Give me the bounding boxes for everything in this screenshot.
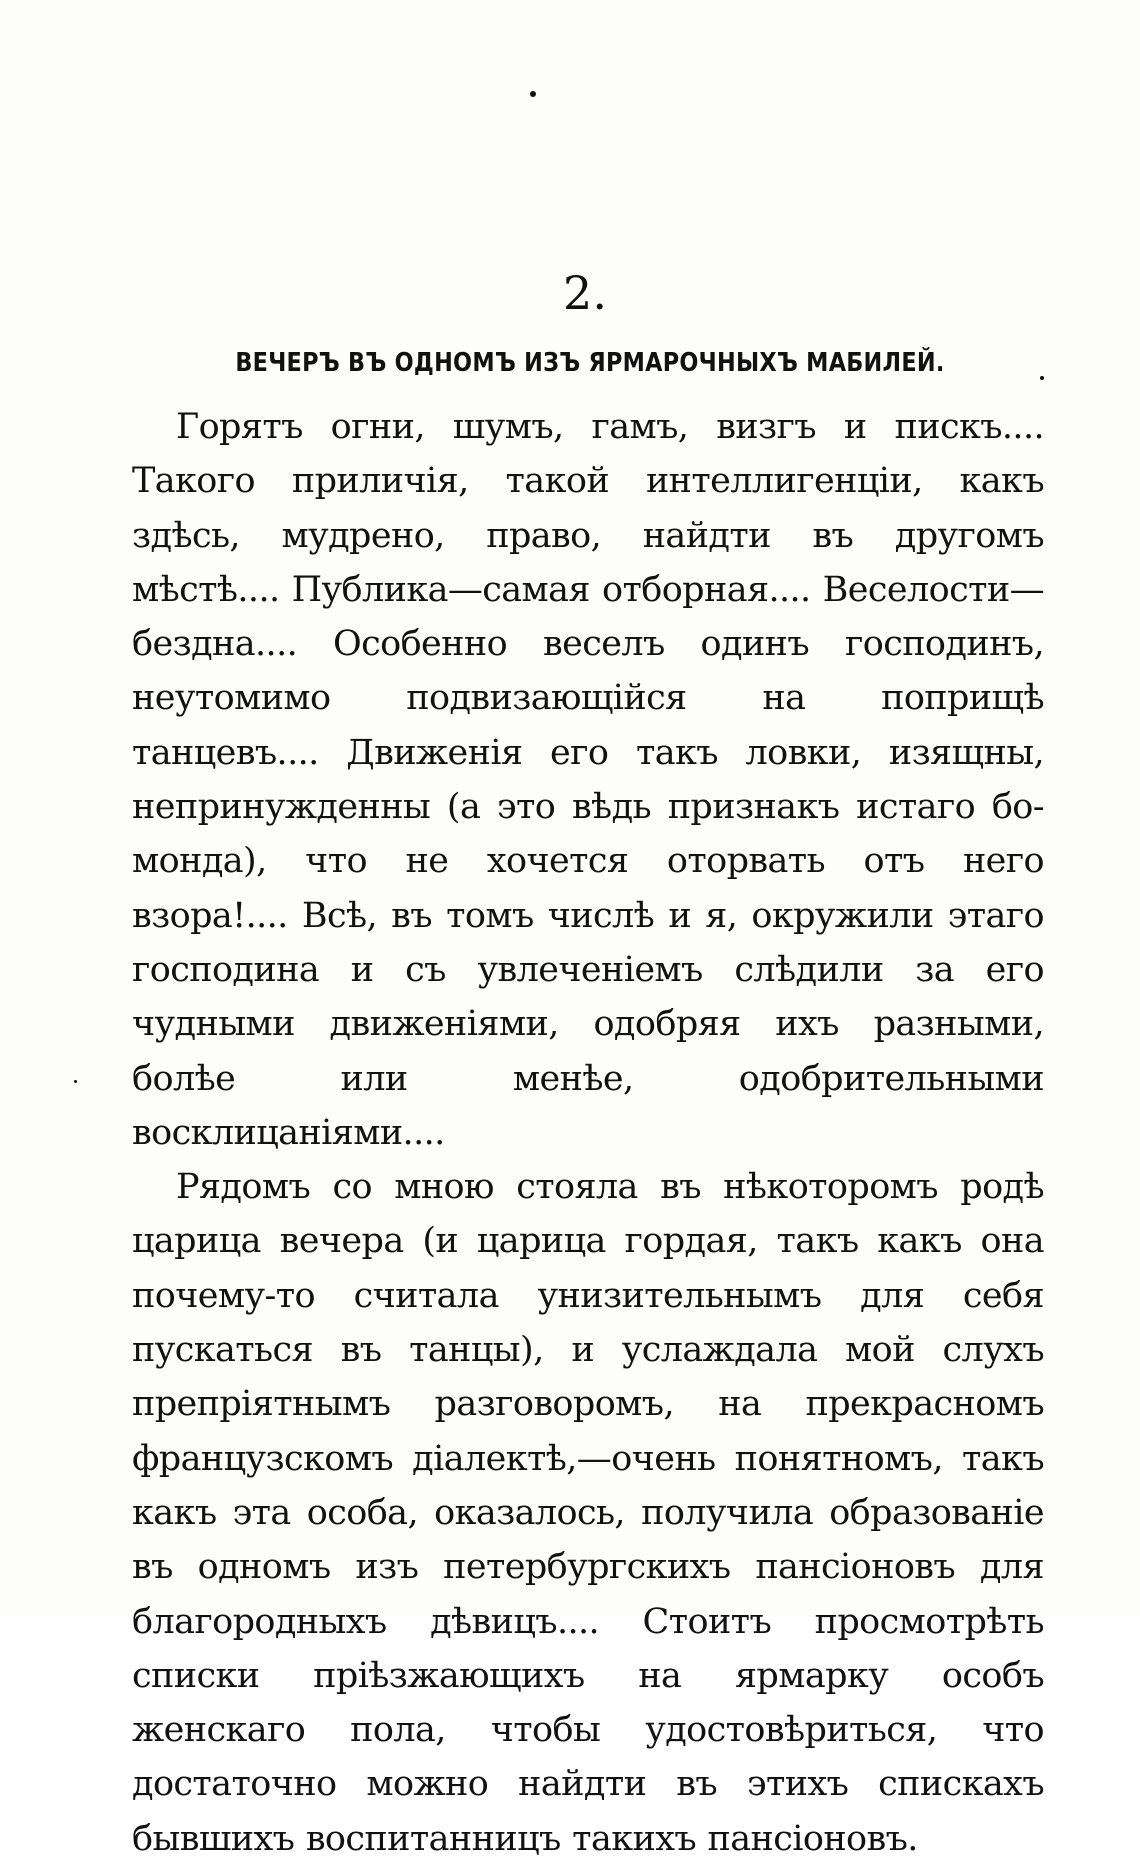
ink-speck bbox=[74, 1080, 77, 1083]
paragraph-2: Рядомъ со мною стояла въ нѣкоторомъ родѣ царица вечера (и царица гордая, такъ какъ она почему-то считала унизительнымъ для себя пускаться въ танцы), и услаждала мой слухъ препріятнымъ разговоромъ, на прекрасномъ французскомъ діалектѣ,—очень понятномъ, такъ какъ эта особа, оказалось, получила образованіе въ одномъ изъ петербургскихъ пансіоновъ для благородныхъ дѣвицъ.... Стоитъ просмотрѣть списки пріѣзжающихъ на ярмарку особъ женскаго пола, чтобы удостовѣриться, что достаточно можно найдти въ этихъ спискахъ бывшихъ воспитанницъ такихъ пансіоновъ. bbox=[132, 1167, 1044, 1859]
body-text bbox=[132, 400, 1044, 1866]
paragraph-1: Горятъ огни, шумъ, гамъ, визгъ и пискъ.... Такого приличія, такой интеллигенціи, какъ здѣсь, мудрено, право, найдти въ другомъ мѣстѣ.... Публика—самая отборная.... Веселости—бездна.... Особенно веселъ одинъ господинъ, неутомимо подвизающійся на поприщѣ танцевъ.... Движенія его такъ ловки, изящны, непринужденны (а это вѣдь признакъ истаго бо-монда), что не хочется оторвать отъ него взора!.... Всѣ, въ томъ числѣ и я, окружили этаго господина и съ увлеченіемъ слѣдили за его чудными движеніями, одобряя ихъ разными, болѣе или менѣе, одобрительными восклицаніями.... bbox=[132, 407, 1044, 1153]
ink-speck bbox=[530, 91, 536, 97]
ink-speck bbox=[1040, 376, 1044, 380]
chapter-number: 2. bbox=[563, 266, 607, 320]
chapter-title: ВЕЧЕРЪ ВЪ ОДНОМЪ ИЗЪ ЯРМАРОЧНЫХЪ МАБИЛЕЙ. bbox=[235, 348, 945, 378]
